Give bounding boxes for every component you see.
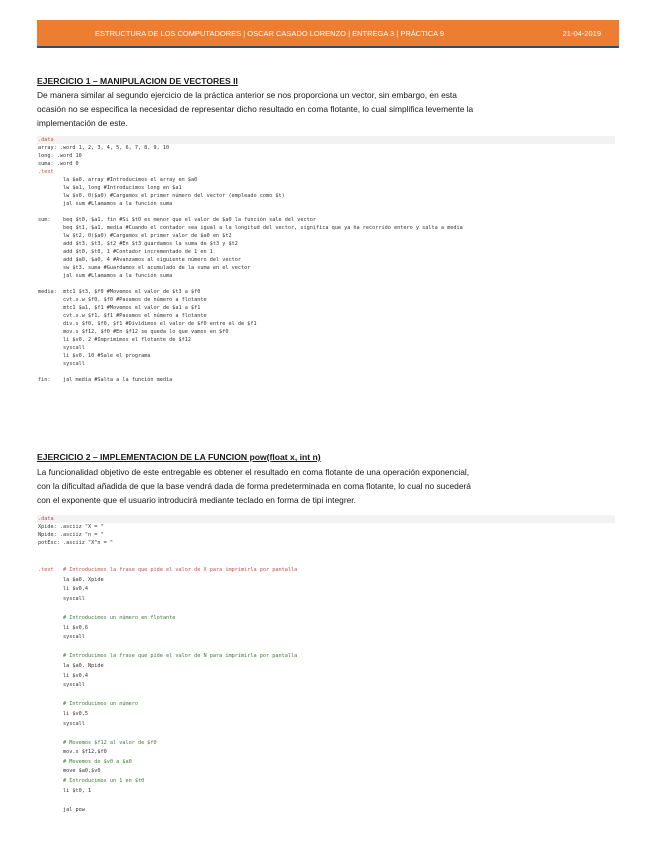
header-date: 21-04-2019 <box>562 29 601 38</box>
code-line: Npide: .asciiz "n = " <box>38 532 104 538</box>
code-line: syscall <box>38 720 85 727</box>
ex1-code-block <box>38 136 463 384</box>
code-line: li $t0, 1 <box>38 787 92 794</box>
code-line: mov.s $f12, $f0 #En $f12 se queda lo que vamos en $f0 <box>38 329 229 335</box>
code-line <box>38 208 463 216</box>
code-line <box>38 691 297 701</box>
code-line: lw $a1, long #Introducimos long en $a1 <box>38 185 182 191</box>
page-header <box>37 20 619 46</box>
code-line: syscall <box>38 595 85 602</box>
code-line: cvt.s.w $f1, $f1 #Pasamos el número a flotante <box>38 313 207 319</box>
code-line <box>38 729 297 739</box>
code-line: syscall <box>38 345 85 351</box>
code-line: # Introducimos un número <box>38 701 138 708</box>
code-line: # Introducimos un 1 en $t0 <box>38 778 145 785</box>
code-line: li $v0,6 <box>38 624 88 631</box>
code-line: fin: jal media #Salta a la función media <box>38 377 173 383</box>
code-line: long: .word 10 <box>38 153 82 159</box>
ex2-line-2: con la dificultad añadida de que la base vendrá dada de forma predeterminada en coma flotante, lo cual no sucederá <box>37 481 471 491</box>
code-line: jal pow <box>38 806 85 813</box>
ex2-code-highlight <box>37 515 615 523</box>
header-title: ESTRUCTURA DE LOS COMPUTADORES | OSCAR CASADO LORENZO | ENTREGA 3 | PRÁCTICA 9 <box>95 29 445 38</box>
code-line: # Introducimos un número en flotante <box>38 614 176 621</box>
code-line: li $v0,4 <box>38 586 88 593</box>
code-line: li $v0,5 <box>38 710 88 717</box>
code-line: lw $s0, 0($a0) #Cargamos el primer número del vector (empleado como $t) <box>38 193 285 199</box>
code-line: li $v0, 2 #Imprimimos el flotante de $f12 <box>38 337 192 343</box>
code-line: Xpide: .asciiz "X = " <box>38 524 104 530</box>
code-line: add $t0, $t0, 1 #Contador incrementado de 1 en 1 <box>38 249 213 255</box>
ex2-description <box>37 465 617 507</box>
code-line <box>38 368 463 376</box>
code-line: .data <box>38 516 54 522</box>
code-line: jal sum #Llamamos a la función suma <box>38 201 173 207</box>
code-line: syscall <box>38 682 85 689</box>
ex1-line-2: ocasión no se especifica la necesidad de representar dicho resultado en coma flotante, lo cual simplifica levemente la <box>37 104 474 114</box>
ex1-title: EJERCICIO 1 – MANIPULACION DE VECTORES II <box>37 76 238 86</box>
code-line: mov.s $f12,$f0 <box>38 749 107 756</box>
code-line: .data <box>38 137 54 143</box>
code-line <box>38 796 297 806</box>
header-divider <box>37 46 619 48</box>
code-line <box>38 643 297 653</box>
code-line: media: mtc1 $t3, $f0 #Movemos el valor de $t3 a $f0 <box>38 289 201 295</box>
ex1-line-3: implementación de este. <box>37 118 128 128</box>
code-line: move $a0,$v0 <box>38 768 101 775</box>
code-line: la $a0, array #Introducimos el array en $a0 <box>38 177 198 183</box>
code-line: .text <box>38 169 54 175</box>
code-line: add $t3, $t3, $t2 #En $t3 guardamos la suma de $t3 y $t2 <box>38 241 238 247</box>
code-line: sw $t3, suma #Guardamos el acumulado de la suma en el vector <box>38 265 251 271</box>
code-line: div.s $f0, $f0, $f1 #Dividimos el valor de $f0 entre el de $f1 <box>38 321 257 327</box>
code-line: li $v0, 10 #Sale el programa <box>38 353 151 359</box>
code-line <box>38 604 297 614</box>
ex2-code-text <box>38 566 297 815</box>
code-line: beq $t1, $a1, media #Cuando el contador sea igual a la longitud del vector, significa que ya ha recorrido entero y salta a media <box>38 225 463 231</box>
code-line: li $v0,4 <box>38 672 88 679</box>
ex2-line-3: con el exponente que el usuario introducirá mediante teclado en forma de tipi integrer. <box>37 495 356 505</box>
code-line: lw $t2, 0($a0) #Cargamos el primer valor de $a0 en $t2 <box>38 233 232 239</box>
code-line: add $a0, $a0, 4 #Avanzamos al siguiente número del vector <box>38 257 242 263</box>
code-line: jal sum #Llamamos a la función suma <box>38 273 173 279</box>
code-line: la $a0, Xpide <box>38 576 104 583</box>
ex1-line-1: De manera similar al segundo ejercicio de la práctica anterior se nos proporciona un vector, sin embargo, en esta <box>37 90 457 100</box>
code-line: # Introducimos la frase que pide el valor de N para imprimirla por pantalla <box>38 653 298 660</box>
code-line: potEsc: .asciiz "X^n = " <box>38 540 113 546</box>
code-line: mtc1 $a1, $f1 #Movemos el valor de $a1 a $f1 <box>38 305 201 311</box>
ex2-title: EJERCICIO 2 – IMPLEMENTACION DE LA FUNCION pow(float x, int n) <box>37 452 321 462</box>
code-line <box>38 280 463 288</box>
ex1-description <box>37 88 617 130</box>
code-line: # Movemos de $v0 a $a0 <box>38 758 132 765</box>
code-line: .text # Introducimos la frase que pide el valor de X para imprimirla por pantalla <box>38 567 298 573</box>
code-line: la $a0, Npide <box>38 662 104 669</box>
ex2-line-1: La funcionalidad objetivo de este entregable es obtener el resultado en coma flotante de una operación exponencial, <box>37 467 470 477</box>
code-line: syscall <box>38 634 85 641</box>
code-line: array: .word 1, 2, 3, 4, 5, 6, 7, 8, 9, 10 <box>38 145 170 151</box>
code-line: syscall <box>38 361 85 367</box>
code-line: cvt.s.w $f0, $f0 #Pasamos de número a flotante <box>38 297 207 303</box>
ex2-code-data <box>38 515 113 547</box>
code-line: suma: .word 0 <box>38 161 79 167</box>
code-line: sum: beq $t0, $a1, fin #Si $t0 es menor que el valor de $a0 la función sale del vector <box>38 217 316 223</box>
code-line: # Movemos $f12 al valor de $f0 <box>38 739 157 746</box>
